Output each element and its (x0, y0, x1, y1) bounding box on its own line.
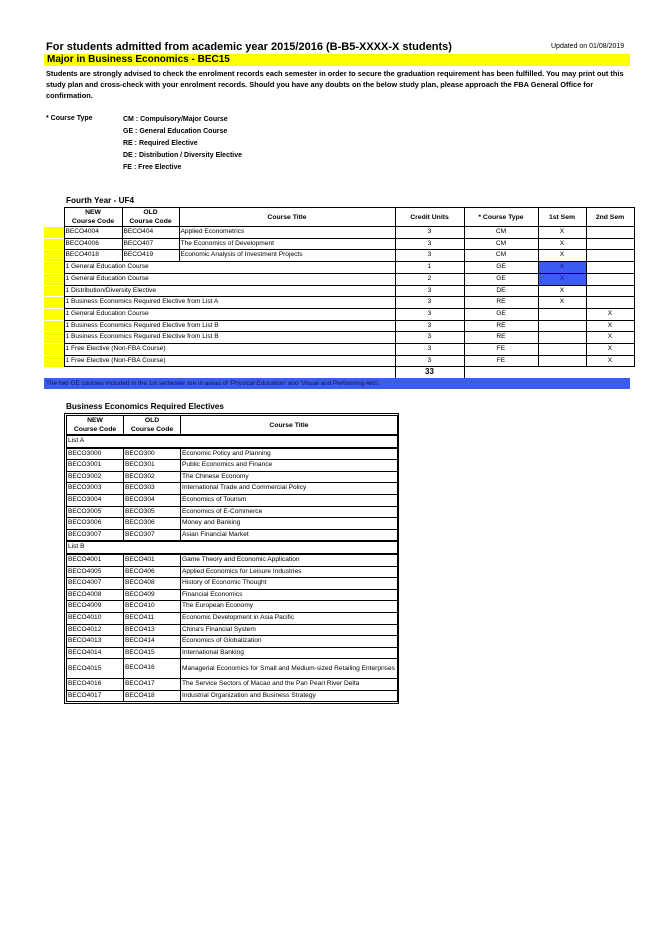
col-2nd-sem: 2nd Sem (586, 208, 634, 227)
table-row: BECO3005 BECO305 Economics of E-Commerce (67, 506, 398, 518)
col-course-title: Course Title (179, 208, 395, 227)
table-row: BECO4016 BECO417 The Service Sectors of Macao and the Pan Pearl River Delta (67, 679, 398, 691)
study-plan-title: Fourth Year - UF4 (66, 196, 135, 205)
table-row: BECO3002 BECO302 The Chinese Economy (67, 471, 398, 483)
row-marker (44, 308, 64, 320)
electives-table (66, 415, 398, 702)
highlighted-sem-cell: X (538, 273, 586, 285)
table-header (67, 416, 398, 436)
legend-item-de: DE : Distribution / Diversity Elective (123, 152, 243, 159)
table-row: BECO4006 BECO407 The Economics of Development 3 CM X (44, 238, 634, 250)
row-marker (44, 273, 64, 285)
table-row: 1 Distribution/Diversity Elective 3 DE X (44, 285, 634, 297)
table-row: BECO3007 BECO307 Asian Financial Market (67, 529, 398, 541)
table-row: BECO4014 BECO415 International Banking (67, 647, 398, 659)
row-marker (44, 238, 64, 250)
row-marker (44, 320, 64, 332)
row-marker (44, 355, 64, 367)
row-marker (44, 332, 64, 344)
electives-table-frame (64, 413, 399, 704)
row-marker (44, 250, 64, 262)
table-row: 1 Business Economics Required Elective from List A 3 RE X (44, 297, 634, 309)
list-b-header: List B (67, 541, 398, 554)
col-credit-units: Credit Units (395, 208, 464, 227)
legend-item-fe: FE : Free Elective (123, 164, 182, 171)
table-row: 1 Free Elective (Non-FBA Course) 3 FE X (44, 344, 634, 356)
table-row: 1 General Education Course 2 GE X (44, 273, 634, 285)
table-row: BECO4017 BECO418 Industrial Organization and Business Strategy (67, 690, 398, 702)
table-row: BECO4018 BECO419 Economic Analysis of Investment Projects 3 CM X (44, 250, 634, 262)
table-row: BECO4001 BECO401 Game Theory and Economic Application (67, 554, 398, 566)
total-credits: 33 (395, 367, 464, 379)
electives-title: Business Economics Required Electives (66, 402, 224, 411)
table-row: 1 General Education Course 3 GE X (44, 308, 634, 320)
page-title: For students admitted from academic year 2015/2016 (B-B5-XXXX-X students) (46, 41, 452, 53)
table-header (44, 208, 634, 227)
table-row: 1 Business Economics Required Elective from List B 3 RE X (44, 332, 634, 344)
col-old-code: OLD Course Code (122, 208, 179, 227)
col-course-type: * Course Type (464, 208, 538, 227)
table-row: BECO4013 BECO414 Economics of Globalization (67, 636, 398, 648)
table-row: BECO4008 BECO409 Financial Economics (67, 589, 398, 601)
col-old-code: OLD Course Code (124, 416, 181, 436)
table-row: 1 Free Elective (Non-FBA Course) 3 FE X (44, 355, 634, 367)
legend-item-cm: CM : Compulsory/Major Course (123, 116, 228, 123)
ge-note: The two GE courses included in the 1st semester are in areas of 'Physical Education' and 'Visual and Performing Arts'. (46, 380, 381, 387)
course-type-label: * Course Type (46, 115, 93, 122)
col-new-code: NEW Course Code (67, 416, 124, 436)
major-title: Major in Business Economics - BEC15 (47, 54, 230, 65)
table-row: BECO4005 BECO406 Applied Economics for Leisure Industries (67, 566, 398, 578)
table-row: BECO3003 BECO303 International Trade and Commercial Policy (67, 483, 398, 495)
course-type-legend (123, 114, 242, 174)
legend-item-re: RE : Required Elective (123, 140, 198, 147)
table-row: BECO4004 BECO404 Applied Econometrics 3 CM X (44, 227, 634, 239)
table-row: BECO3006 BECO306 Money and Banking (67, 518, 398, 530)
total-row (44, 367, 634, 379)
highlighted-sem-cell: X (538, 262, 586, 274)
row-marker (44, 344, 64, 356)
list-a-header: List A (67, 435, 398, 448)
row-marker (44, 297, 64, 309)
col-1st-sem: 1st Sem (538, 208, 586, 227)
row-marker (44, 285, 64, 297)
legend-item-ge: GE : General Education Course (123, 128, 228, 135)
table-row: BECO4010 BECO411 Economic Development in Asia Pacific (67, 612, 398, 624)
table-row: BECO3000 BECO300 Economic Policy and Planning (67, 448, 398, 460)
table-row: BECO4015 BECO416 Managerial Economics for Small and Medium-sized Retailing Enterprises (67, 659, 398, 679)
row-marker (44, 227, 64, 239)
table-row: BECO4007 BECO408 History of Economic Thought (67, 578, 398, 590)
advice-paragraph: Students are strongly advised to check the enrolment records each semester in order to secure the graduation requirement has been fulfilled. You may print out this study plan and cross-check with your enrolment records. Should you have any doubts on the below study plan, please approach the FBA General Office for confirmation. (46, 69, 624, 101)
table-row: BECO4012 BECO413 China's Financial System (67, 624, 398, 636)
study-plan-table (44, 207, 635, 379)
col-course-title: Course Title (181, 416, 398, 436)
table-row: BECO4009 BECO410 The European Economy (67, 601, 398, 613)
table-row: BECO3004 BECO304 Economics of Tourism (67, 494, 398, 506)
table-row: 1 Business Economics Required Elective from List B 3 RE X (44, 320, 634, 332)
updated-date: Updated on 01/08/2019 (551, 43, 625, 50)
table-row: 1 General Education Course 1 GE X (44, 262, 634, 274)
row-marker (44, 262, 64, 274)
table-row: BECO3001 BECO301 Public Economics and Finance (67, 460, 398, 472)
col-new-code: NEW Course Code (64, 208, 122, 227)
